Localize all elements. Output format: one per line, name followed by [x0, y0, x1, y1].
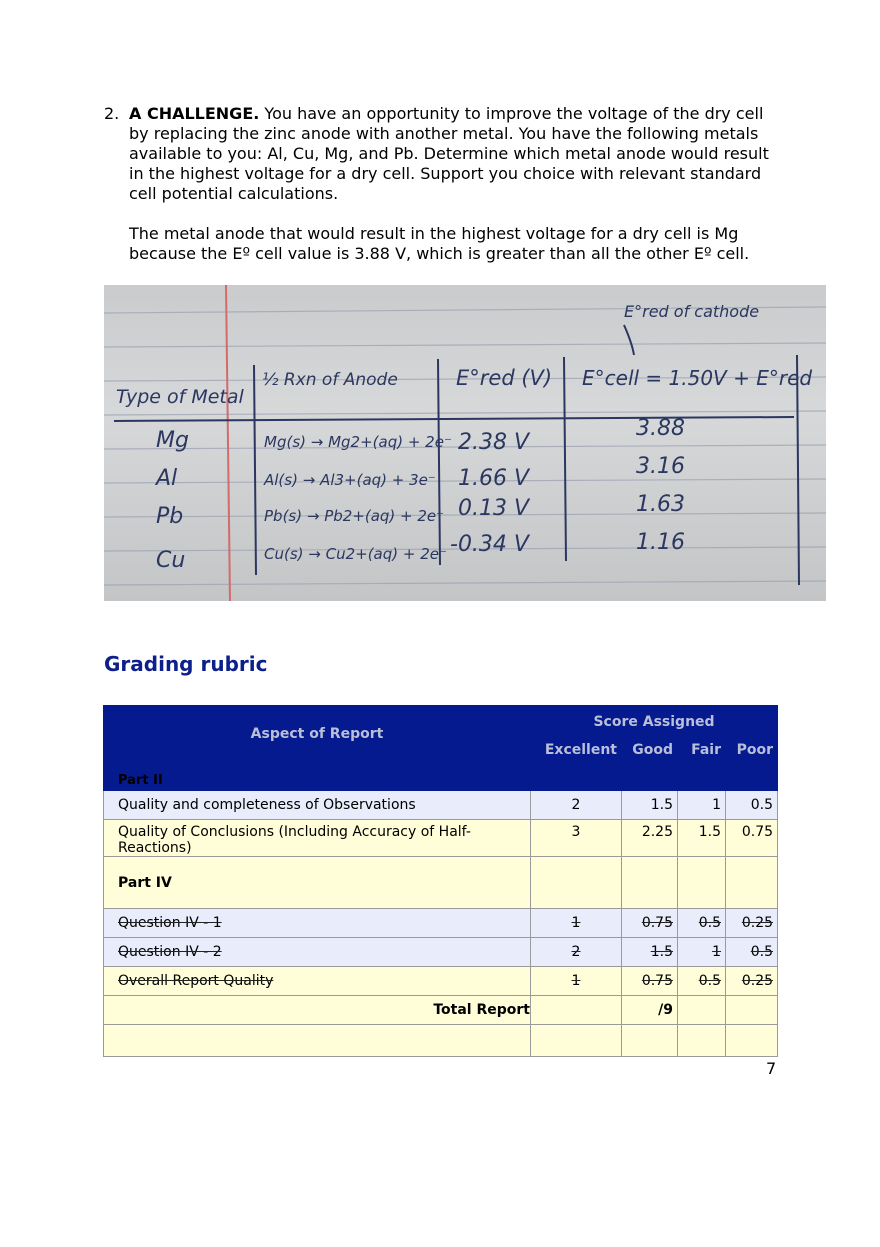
header-aspect-label: Aspect of Report [250, 726, 384, 742]
photo-rxn: Cu(s) → Cu2+(aq) + 2e⁻ [264, 545, 447, 563]
photo-ecell: 3.88 [636, 416, 685, 441]
photo-row-3 [156, 492, 685, 529]
row-label: Quality of Conclusions (Including Accuracy of Half-Reactions) [104, 820, 531, 857]
table-row [104, 967, 778, 996]
total-label: Total Report [104, 996, 531, 1025]
table-row [104, 938, 778, 967]
photo-ecell: 1.16 [636, 530, 685, 555]
question-lead: A CHALLENGE. [129, 104, 260, 123]
score-excellent: 2 [531, 938, 622, 967]
photo-row-4 [156, 530, 685, 573]
photo-metal: Mg [156, 428, 189, 453]
score-fair: 1.5 [678, 820, 726, 857]
page-number: 7 [766, 1059, 777, 1078]
score-poor: 0.25 [726, 967, 778, 996]
blank-row [104, 1025, 778, 1057]
header-score: Score Assigned [531, 706, 778, 738]
table-row [104, 791, 778, 820]
photo-rxn: Mg(s) → Mg2+(aq) + 2e⁻ [264, 433, 452, 451]
header-ered: E°red (V) [456, 366, 553, 390]
photo-metal: Pb [156, 504, 184, 529]
header-fair: Fair [678, 738, 726, 791]
row-label: Quality and completeness of Observations [104, 791, 531, 820]
header-metal: Type of Metal [116, 386, 244, 408]
question-text [129, 104, 784, 204]
photo-ered: 1.66 V [458, 466, 530, 491]
score-fair: 0.5 [678, 967, 726, 996]
score-excellent: 1 [531, 909, 622, 938]
row-label: Question IV - 2 [104, 938, 531, 967]
score-good: 2.25 [622, 820, 678, 857]
score-good: 1.5 [622, 938, 678, 967]
score-good: 0.75 [622, 967, 678, 996]
photo-rxn: Pb(s) → Pb2+(aq) + 2e⁻ [264, 507, 445, 525]
score-good: 1.5 [622, 791, 678, 820]
score-excellent: 3 [531, 820, 622, 857]
score-excellent: 1 [531, 967, 622, 996]
photo-row-1 [156, 416, 685, 455]
header-ecell: E°cell = 1.50V + E°red [582, 366, 813, 390]
score-poor: 0.75 [726, 820, 778, 857]
notebook-drawing [104, 285, 826, 601]
photo-metal: Cu [156, 548, 186, 573]
score-poor: 0.5 [726, 938, 778, 967]
total-value: /9 [622, 996, 678, 1025]
header-aspect [104, 706, 531, 791]
question-block [104, 104, 784, 264]
score-fair: 1 [678, 791, 726, 820]
score-fair: 1 [678, 938, 726, 967]
header-good: Good [622, 738, 678, 791]
photo-rxn: Al(s) → Al3+(aq) + 3e⁻ [264, 471, 436, 489]
rubric-header-row [104, 706, 778, 738]
part-iv-label: Part IV [104, 857, 531, 909]
rubric-table [103, 705, 778, 1057]
header-poor: Poor [726, 738, 778, 791]
question-number: 2. [104, 104, 120, 123]
header-rxn: ½ Rxn of Anode [262, 370, 398, 390]
photo-metal: Al [156, 466, 178, 491]
table-row [104, 909, 778, 938]
header-excellent: Excellent [531, 738, 622, 791]
score-poor: 0.25 [726, 909, 778, 938]
answer-text: The metal anode that would result in the highest voltage for a dry cell is Mg because the Eº cell value is 3.88 V, which is greater than all the other Eº cell. [129, 224, 750, 263]
question-body: You have an opportunity to improve the voltage of the dry cell by replacing the zinc anode with another metal. You have the following metals available to you: Al, Cu, Mg, and Pb. Determine which metal anode would result in the highest voltage for a dry cell. Support you choice with relevant standard cell potential calculations. [129, 104, 769, 203]
photo-ecell: 3.16 [636, 454, 685, 479]
part-iv-row [104, 857, 778, 909]
row-label: Question IV - 1 [104, 909, 531, 938]
photo-ecell: 1.63 [636, 492, 685, 517]
part-ii-label: Part II [118, 773, 163, 788]
score-fair: 0.5 [678, 909, 726, 938]
rubric-title: Grading rubric [104, 652, 268, 676]
table-row [104, 820, 778, 857]
notebook-photo [104, 285, 826, 601]
photo-ered: -0.34 V [450, 532, 529, 557]
score-good: 0.75 [622, 909, 678, 938]
score-excellent: 2 [531, 791, 622, 820]
photo-ered: 2.38 V [458, 430, 530, 455]
photo-ered: 0.13 V [458, 496, 530, 521]
score-poor: 0.5 [726, 791, 778, 820]
annotation-text: E°red of cathode [624, 302, 760, 321]
row-label: Overall Report Quality [104, 967, 531, 996]
total-row [104, 996, 778, 1025]
photo-row-2 [154, 454, 685, 491]
